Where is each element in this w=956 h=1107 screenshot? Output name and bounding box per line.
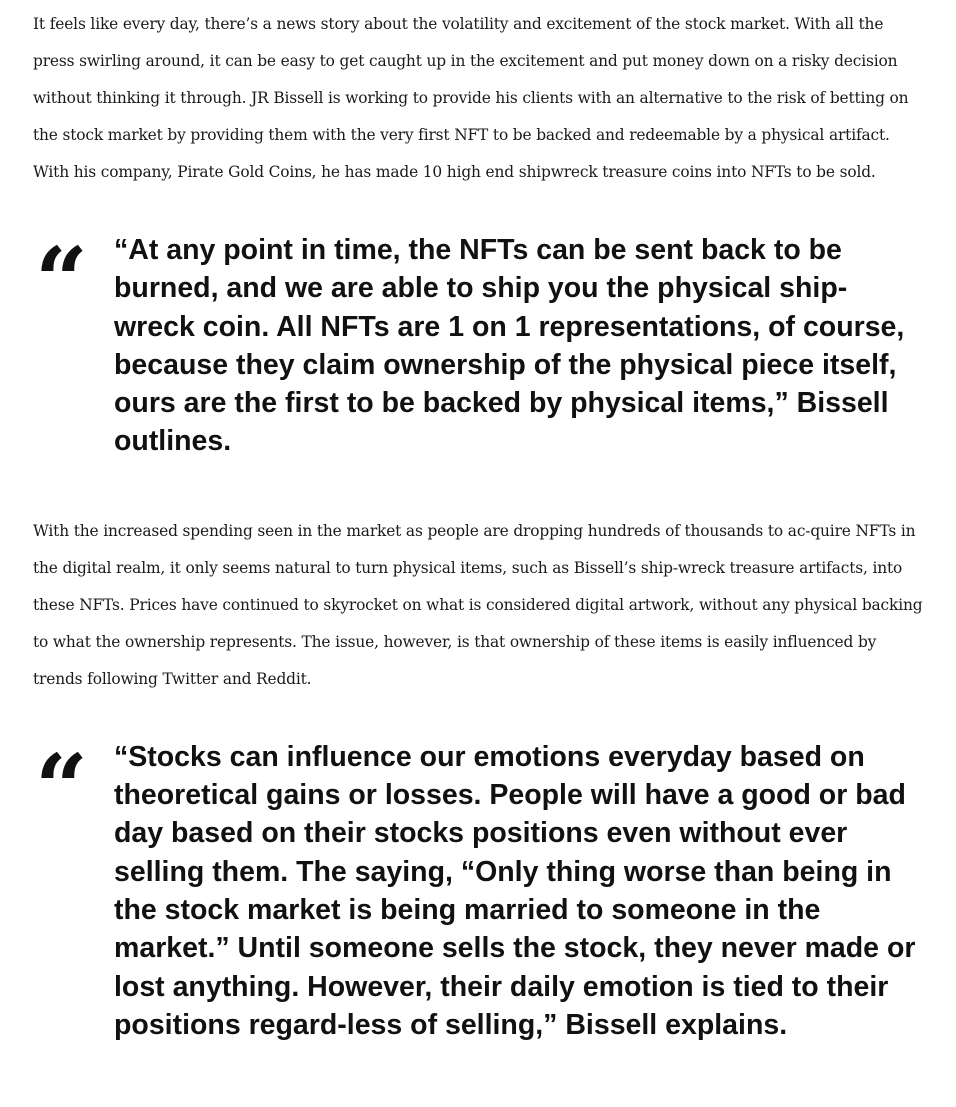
pull-quote-2-text: “Stocks can influence our emotions everyday based on theoretical gains or losses. People will have a good or bad day based on their stocks positions even without ever selling them. The saying, “Only thing worse than being in the stock market is being married to someone in the market.” Until someone sells the stock, they never made or lost anything. However, their daily emotion is tied to their positions regard-less of selling,” Bissell explains. bbox=[114, 740, 916, 1041]
article-body bbox=[33, 0, 923, 1044]
quote-mark-icon: “ bbox=[35, 227, 82, 335]
spacer bbox=[33, 461, 923, 513]
article-paragraph-2: With the increased spending seen in the market as people are dropping hundreds of thousands to ac-quire NFTs in the digital realm, it only seems natural to turn physical items, such as Bissell’s ship-wreck treasure artifacts, into these NFTs. Prices have continued to skyrocket on what is considered digital artwork, without any physical backing to what the ownership represents. The issue, however, is that ownership of these items is easily influenced by trends following Twitter and Reddit. bbox=[33, 521, 923, 688]
article-paragraph-1: It feels like every day, there’s a news story about the volatility and excitement of the stock market. With all the press swirling around, it can be easy to get caught up in the excitement and put money down on a risky decision without thinking it through. JR Bissell is working to provide his clients with an alternative to the risk of betting on the stock market by providing them with the very first NFT to be backed and redeemable by a physical artifact. With his company, Pirate Gold Coins, he has made 10 high end shipwreck treasure coins into NFTs to be sold. bbox=[33, 15, 909, 181]
pull-quote-1-text: “At any point in time, the NFTs can be sent back to be burned, and we are able to ship you the physical ship-wreck coin. All NFTs are 1 on 1 representations, of course, because they claim ownership of the physical piece itself, ours are the first to be backed by physical items,” Bissell outlines. bbox=[114, 234, 905, 458]
pull-quote-1 bbox=[33, 227, 923, 461]
quote-mark-icon: “ bbox=[35, 733, 82, 842]
pull-quote-2 bbox=[33, 733, 923, 1044]
